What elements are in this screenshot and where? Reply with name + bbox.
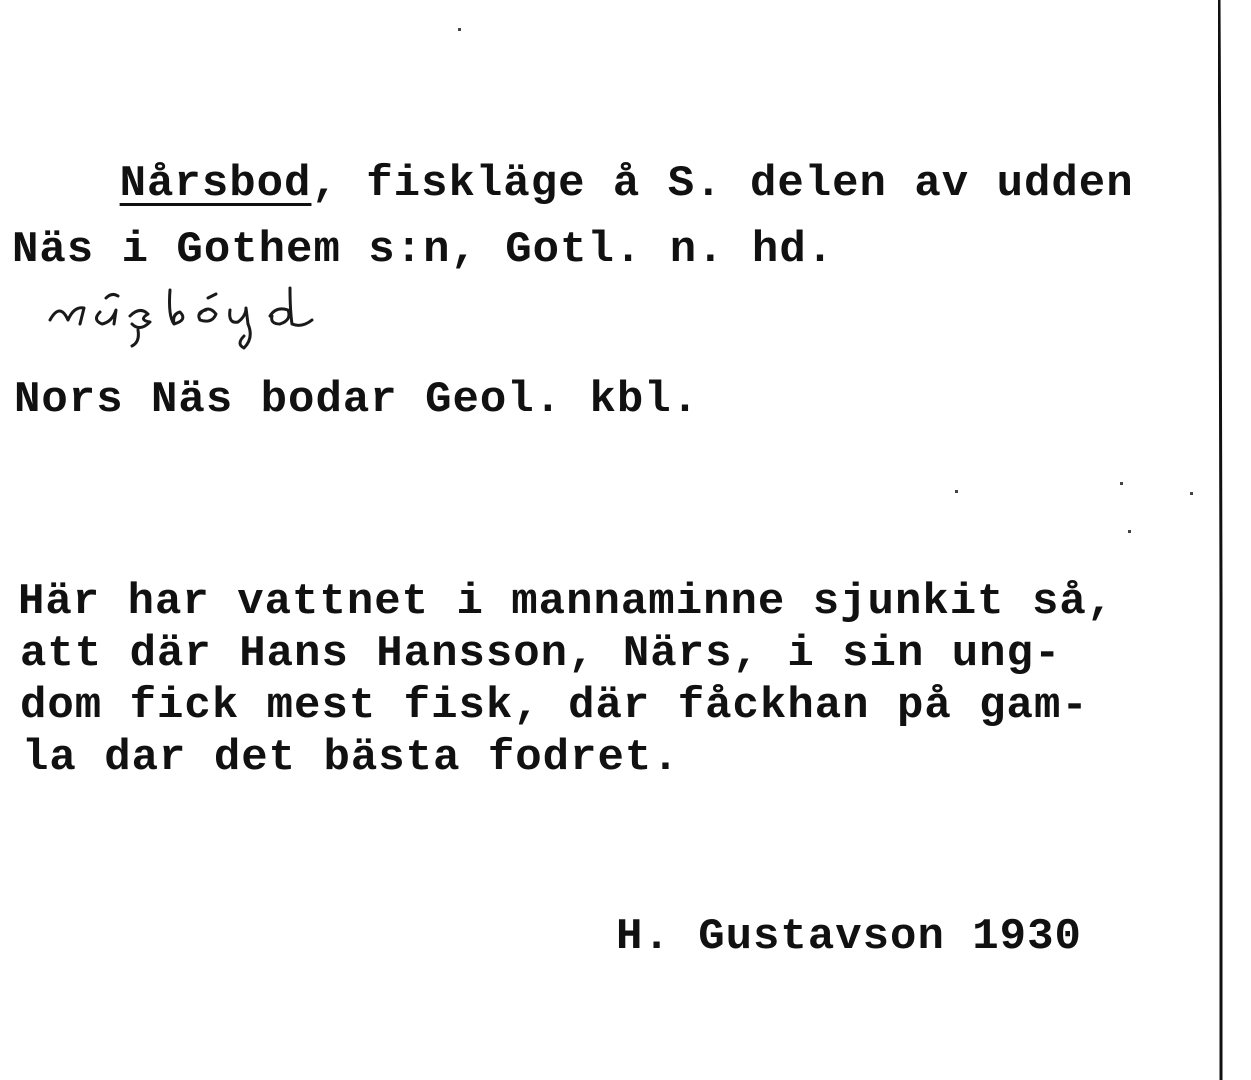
signature: H. Gustavson 1930 (616, 912, 1082, 962)
handwritten-pronunciation (40, 280, 480, 360)
scan-speck (1190, 492, 1193, 495)
entry-line-1-rest: , fiskläge å S. delen av udden (311, 159, 1134, 209)
headword: Nårsbod (119, 159, 312, 209)
note-line-2: att där Hans Hansson, Närs, i sin ung- (20, 629, 1062, 679)
card-edge-line (1218, 0, 1223, 1080)
note-line-3: dom fick mest fisk, där fåckhan på gam- (20, 681, 1089, 731)
entry-line-3: Nors Näs bodar Geol. kbl. (14, 375, 700, 425)
note-line-4: la dar det bästa fodret. (22, 733, 680, 783)
scan-speck (1120, 482, 1123, 485)
scan-speck (955, 490, 958, 493)
note-line-1: Här har vattnet i mannaminne sjunkit så, (18, 577, 1115, 627)
scan-speck (1128, 530, 1131, 533)
entry-line-2: Näs i Gothem s:n, Gotl. n. hd. (12, 225, 835, 275)
scan-speck (458, 28, 461, 31)
